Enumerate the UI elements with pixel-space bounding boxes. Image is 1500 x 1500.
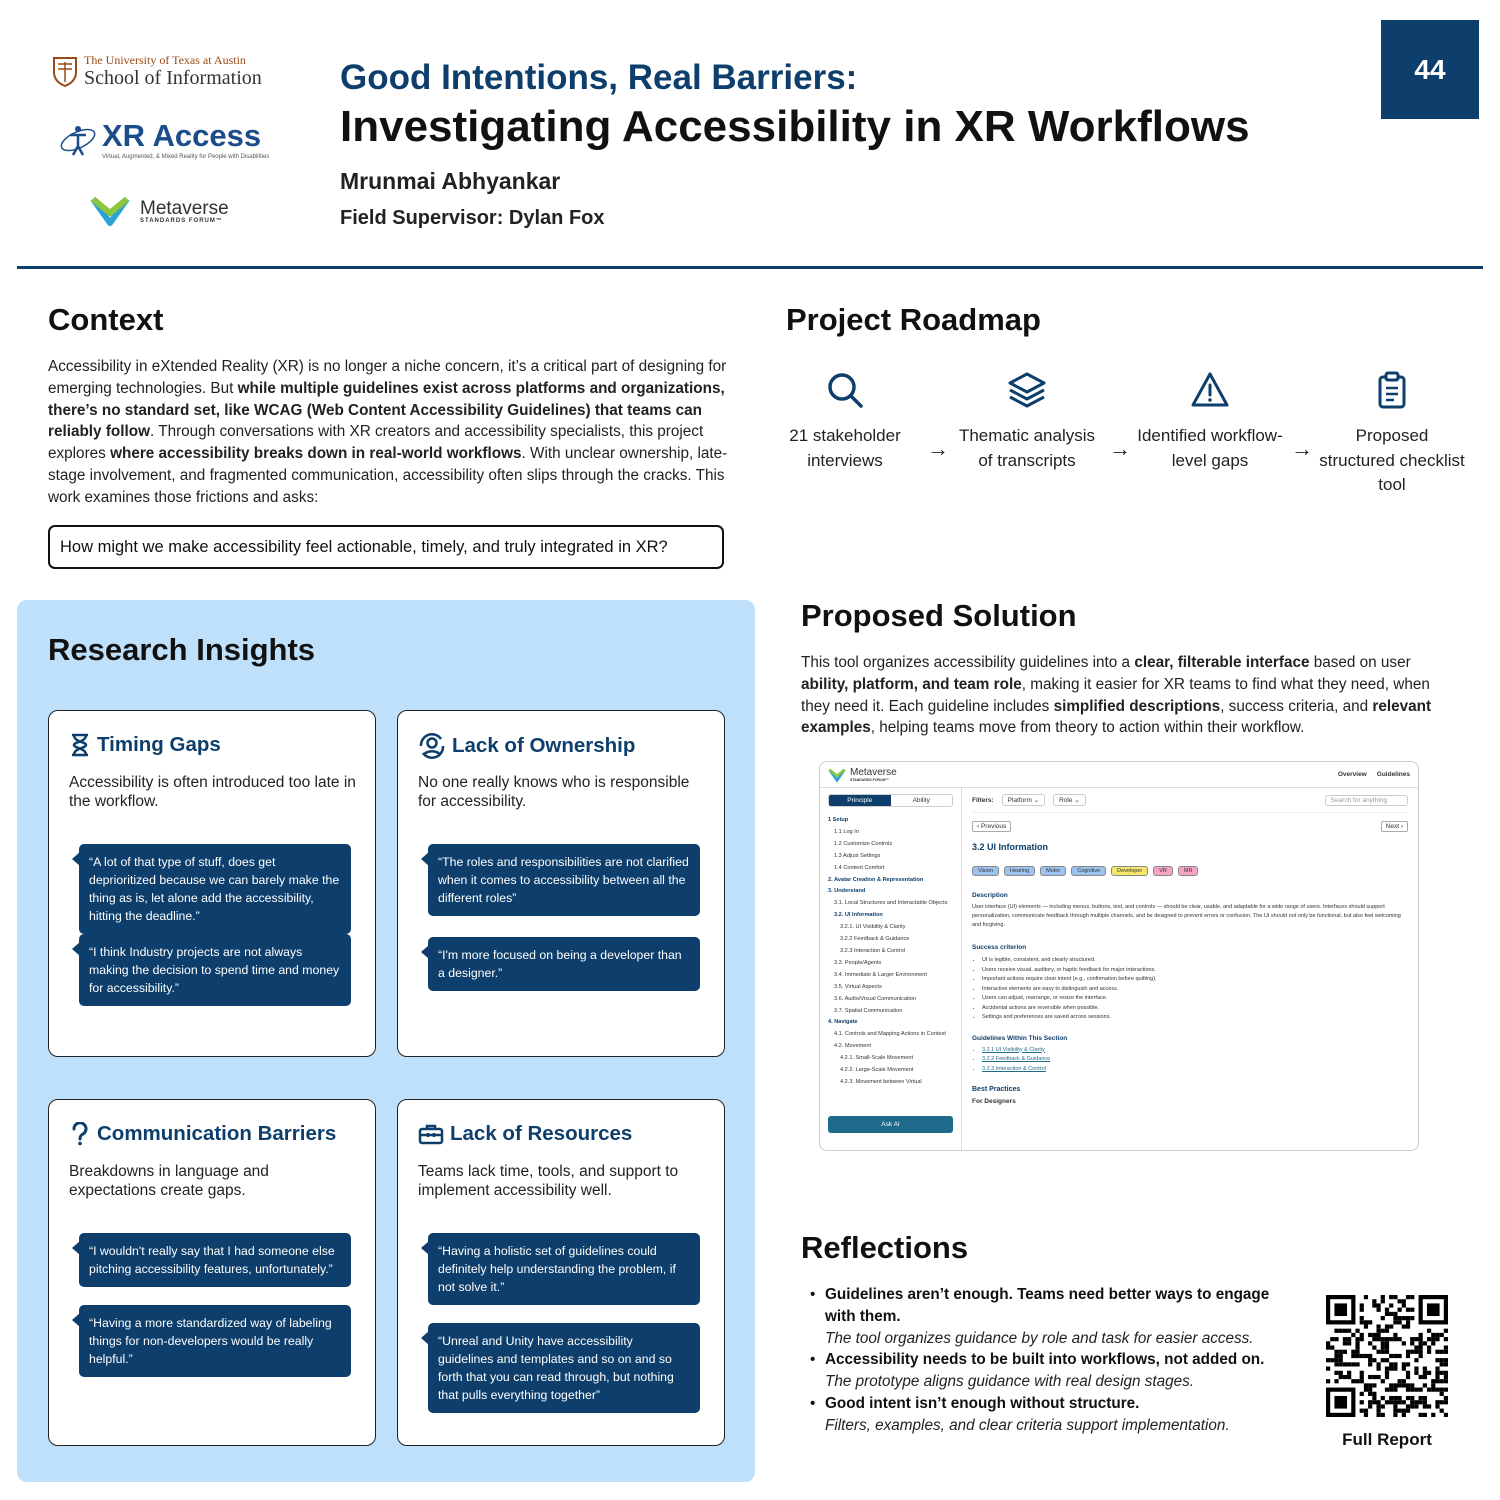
roadmap-arrow: → (927, 436, 949, 461)
shot-within-label: Guidelines Within This Section (972, 1034, 1068, 1042)
title-line-1: Good Intentions, Real Barriers: (340, 58, 858, 97)
title-line-2: Investigating Accessibility in XR Workflows (340, 102, 1250, 151)
shot-sidebar-item[interactable]: 3.3. People/Agents (834, 959, 882, 966)
roadmap-heading: Project Roadmap (786, 302, 1041, 337)
reflection-item: • Good intent isn’t enough without structure. Filters, examples, and clear criteria support implementation. (810, 1393, 1290, 1437)
shot-tag[interactable]: Hearing (1004, 866, 1035, 876)
shot-sidebar-item[interactable]: 3.2.3 Interaction & Control (840, 947, 905, 954)
xr-person-icon (58, 120, 98, 160)
insight-title: Communication Barriers (97, 1122, 337, 1145)
reflections-heading: Reflections (801, 1230, 969, 1265)
shot-tag[interactable]: Developer (1111, 866, 1148, 876)
shot-sidebar (820, 788, 962, 1151)
shot-topbar (820, 762, 1418, 788)
layers-icon (1007, 370, 1047, 410)
toolbox-icon (418, 1123, 444, 1145)
research-question-box: How might we make accessibility feel actionable, timely, and truly integrated in XR? (48, 525, 724, 569)
metaverse-heart-icon (828, 767, 846, 783)
roadmap-step-4 (1317, 370, 1467, 498)
insight-title: Lack of Resources (450, 1122, 633, 1145)
insight-title: Timing Gaps (97, 733, 221, 756)
shot-sidebar-item[interactable]: 1.3 Adjust Settings (834, 852, 881, 859)
insight-card-resources (397, 1099, 725, 1446)
shot-nav-overview[interactable]: Overview (1337, 771, 1367, 778)
roadmap-step-1 (770, 370, 920, 473)
shot-sidebar-list (828, 815, 953, 1089)
shot-for-designers: For Designers (972, 1098, 1016, 1105)
research-insights-heading: Research Insights (48, 632, 316, 667)
insight-description: Breakdowns in language and expectations create gaps. (69, 1163, 269, 1199)
shot-within-list (972, 1046, 1408, 1075)
shot-nav-guidelines[interactable]: Guidelines (1376, 771, 1410, 778)
insight-description: Accessibility is often introduced too late in the workflow. (69, 774, 356, 810)
shot-brand-title: Metaverse (850, 766, 897, 778)
shot-list-item[interactable]: • 3.2.1 UI Visibility & Clarity (982, 1046, 1408, 1056)
shot-list-item: • Accidental actions are reversible when possible. (982, 1004, 1408, 1014)
shot-list-item: • Settings and preferences are saved across sessions. (982, 1013, 1408, 1023)
shot-list-item: • Users can adjust, rearrange, or resize the interface. (982, 994, 1408, 1004)
question-icon (69, 1122, 91, 1146)
roadmap-arrow: → (1291, 436, 1313, 461)
shot-list-item[interactable]: • 3.2.2 Feedback & Guidance (982, 1055, 1408, 1065)
shot-tag[interactable]: MR (1178, 866, 1199, 876)
reflection-item: • Accessibility needs to be built into workflows, not added on. The prototype aligns guidance with real design stages. (810, 1349, 1290, 1393)
poster-number-badge: 44 (1381, 20, 1479, 119)
roadmap-step-2 (952, 370, 1102, 473)
shot-ask-ai-button[interactable]: Ask AI (828, 1116, 953, 1133)
shot-toggle-principle[interactable]: Principle (829, 795, 891, 806)
field-supervisor: Field Supervisor: Dylan Fox (340, 207, 605, 229)
shot-list-item: • Users receive visual, auditory, or haptic feedback for major interactions. (982, 966, 1408, 976)
shot-list-item: • Interactive elements are easy to distinguish and access. (982, 985, 1408, 995)
context-paragraph: Accessibility in eXtended Reality (XR) is no longer a niche concern, it’s a critical part of designing for emerging technologies. But while multiple guidelines exist across platforms and organizations, there’s no standard set, like WCAG (Web Content Accessibility Guidelines) that teams can reliably follow. Through conversations with XR creators and accessibility specialists, this project explores where accessibility breaks down in real-world workflows. With unclear ownership, late-stage involvement, and fragmented communication, accessibility often slips through the cracks. This work examines those frictions and asks: (48, 358, 728, 506)
insight-card-ownership (397, 710, 725, 1057)
shot-tags (972, 866, 1408, 876)
shot-sidebar-item[interactable]: 3.7. Spatial Communication (834, 1007, 903, 1014)
proposed-solution-heading: Proposed Solution (801, 598, 1077, 633)
roadmap-step-label: Thematic analysis of transcripts (958, 426, 1096, 470)
warning-icon (1190, 370, 1230, 410)
xr-access-logo (58, 120, 288, 160)
shot-sidebar-item[interactable]: 4.1. Controls and Mapping Actions in Context (834, 1031, 946, 1038)
shot-sidebar-item[interactable]: 3.2.1. UI Visibility & Clarity (840, 924, 906, 931)
shot-sidebar-item[interactable]: 4.2.2. Large-Scale Movement (840, 1067, 914, 1074)
reflection-item: • Guidelines aren’t enough. Teams need better ways to engage with them. The tool organizes guidance by role and task for easier access. (810, 1284, 1290, 1349)
shot-sidebar-item[interactable]: 3.2. UI Information (834, 912, 883, 919)
shot-desc: User interface (UI) elements — including menus, buttons, text, and controls — should be clear, usable, and adaptable for a wide range of users. Interfaces should support personalization, communicate feedback through multiple channels, and be designed to prevent errors or confusion. The UI should not only be functional, but also feel welcoming and forgiving. (972, 904, 1401, 928)
shot-sidebar-item[interactable]: 1.4 Content Comfort (834, 864, 885, 871)
roadmap-arrow: → (1109, 436, 1131, 461)
full-report-label: Full Report (1342, 1430, 1432, 1449)
shot-tag[interactable]: VR (1153, 866, 1173, 876)
insight-description: Teams lack time, tools, and support to implement accessibility well. (418, 1163, 679, 1199)
shot-tag[interactable]: Cognitive (1071, 866, 1106, 876)
shot-success-list (972, 956, 1408, 1023)
insight-card-communication (48, 1099, 376, 1446)
hourglass-icon (69, 733, 91, 757)
shot-sidebar-item[interactable]: 3. Understand (828, 888, 866, 895)
metaverse-title: Metaverse (140, 197, 229, 219)
shot-list-item[interactable]: • 3.2.3 Interaction & Control (982, 1065, 1408, 1075)
shot-main (962, 788, 1418, 1151)
metaverse-heart-icon (90, 193, 130, 229)
shot-tag[interactable]: Vision (972, 866, 999, 876)
author-name: Mrunmai Abhyankar (340, 168, 561, 194)
shot-sidebar-item[interactable]: 3.1. Local Structures and Interactable Objects (834, 900, 948, 907)
ut-school-name: School of Information (84, 67, 262, 89)
insight-card-timing (48, 710, 376, 1057)
shot-tag[interactable]: Motor (1040, 866, 1066, 876)
metaverse-subtitle: STANDARDS FORUM™ (140, 217, 223, 224)
shot-list-item: • Important actions require clear intent (e.g., confirmation before quitting). (982, 975, 1408, 985)
roadmap-step-label: Proposed structured checklist tool (1319, 426, 1465, 494)
shot-sidebar-item[interactable]: 3.2.2 Feedback & Guidance (840, 936, 910, 943)
shot-brand-sub: STANDARDS FORUM™ (850, 777, 890, 782)
metaverse-logo (90, 193, 229, 229)
shot-list-item: • UI is legible, consistent, and clearly structured. (982, 956, 1408, 966)
xr-access-title: XR Access (102, 118, 262, 153)
clipboard-icon (1372, 370, 1412, 410)
roadmap-step-label: 21 stakeholder interviews (789, 426, 901, 470)
shot-sidebar-item[interactable]: 3.4. Immediate & Larger Environment (834, 971, 927, 978)
context-heading: Context (48, 302, 164, 337)
ut-ischool-logo (52, 54, 292, 89)
shot-sidebar-item[interactable]: 1.1 Log In (834, 828, 859, 835)
quote-bubble: “A lot of that type of stuff, does get deprioritized because we can barely make the thing as is, let alone add the accessibility, hitting the deadline.” (79, 844, 351, 934)
header-divider (17, 266, 1483, 269)
shot-section-title: 3.2 UI Information (972, 842, 1049, 852)
search-icon (825, 370, 865, 410)
ut-shield-icon (52, 56, 78, 88)
proposed-solution-paragraph: This tool organizes accessibility guidelines into a clear, filterable interface based on user ability, platform, and team role, making it easier for XR teams to find what they need, when they need it. Each guideline includes simplified descriptions, success criteria, and relevant examples, helping teams move from theory to action within their workflow. (801, 654, 1432, 737)
qr-code-icon[interactable] (1326, 1295, 1448, 1417)
shot-sidebar-item[interactable]: 3.5. Virtual Aspects (834, 983, 882, 990)
shot-filters-label: Filters: (972, 796, 994, 804)
roadmap-step-label: Identified workflow-level gaps (1137, 426, 1283, 470)
shot-sidebar-item[interactable]: 1.2 Customize Controls (834, 840, 893, 847)
shot-desc-label: Description (972, 892, 1008, 899)
shot-sidebar-item[interactable]: 4. Navigate (828, 1019, 858, 1026)
xr-access-subtitle: Virtual, Augmented, & Mixed Reality for People with Disabilities (102, 154, 270, 160)
shot-sidebar-item[interactable]: 4.2.3. Movement between Virtual (840, 1078, 922, 1085)
shot-sidebar-item[interactable]: 2. Avatar Creation & Representation (828, 876, 924, 883)
quote-bubble: “Unreal and Unity have accessibility guidelines and templates and so on and so forth that you can read through, but nothing that pulls everything together” (428, 1323, 700, 1413)
shot-best-label: Best Practices (972, 1086, 1021, 1093)
shot-filter-platform[interactable]: Platform ⌄ (1002, 794, 1045, 806)
quote-bubble: “I wouldn't really say that I had someone else pitching accessibility features, unfortunately.” (79, 1233, 351, 1287)
shot-sidebar-item[interactable]: 4.2.1. Small-Scale Movement (840, 1055, 914, 1062)
shot-sidebar-item[interactable]: 1 Setup (828, 817, 849, 823)
shot-success-label: Success criterion (972, 944, 1027, 951)
shot-toggle-ability[interactable]: Ability (912, 797, 930, 804)
insight-title: Lack of Ownership (452, 734, 636, 757)
shot-sidebar-item[interactable]: 4.2. Movement (834, 1043, 871, 1050)
quote-bubble: “I'm more focused on being a developer than a designer.” (428, 937, 700, 991)
roadmap-step-3 (1135, 370, 1285, 473)
shot-next-button[interactable]: Next › (1381, 821, 1408, 832)
reflections-list (810, 1284, 1290, 1437)
insight-description: No one really knows who is responsible for accessibility. (418, 774, 690, 810)
quote-bubble: “I think Industry projects are not always making the decision to spend time and money for accessibility.” (79, 934, 351, 1006)
shot-search-input[interactable]: Search for anything (1325, 795, 1408, 806)
quote-bubble: “The roles and responsibilities are not clarified when it comes to accessibility between all the different roles” (428, 844, 700, 916)
ut-university-name: The University of Texas at Austin (84, 53, 246, 67)
shot-prev-button[interactable]: ‹ Previous (972, 821, 1011, 832)
shot-sidebar-item[interactable]: 3.6. Audio/Visual Communication (834, 995, 916, 1002)
user-cycle-icon (418, 733, 446, 759)
quote-bubble: “Having a holistic set of guidelines could definitely help understanding the problem, if not solve it.” (428, 1233, 700, 1305)
shot-filter-role[interactable]: Role ⌄ (1053, 794, 1086, 806)
shot-brand (828, 767, 897, 783)
quote-bubble: “Having a more standardized way of labeling things for non-developers would be really helpful.” (79, 1305, 351, 1377)
tool-screenshot (819, 761, 1419, 1151)
